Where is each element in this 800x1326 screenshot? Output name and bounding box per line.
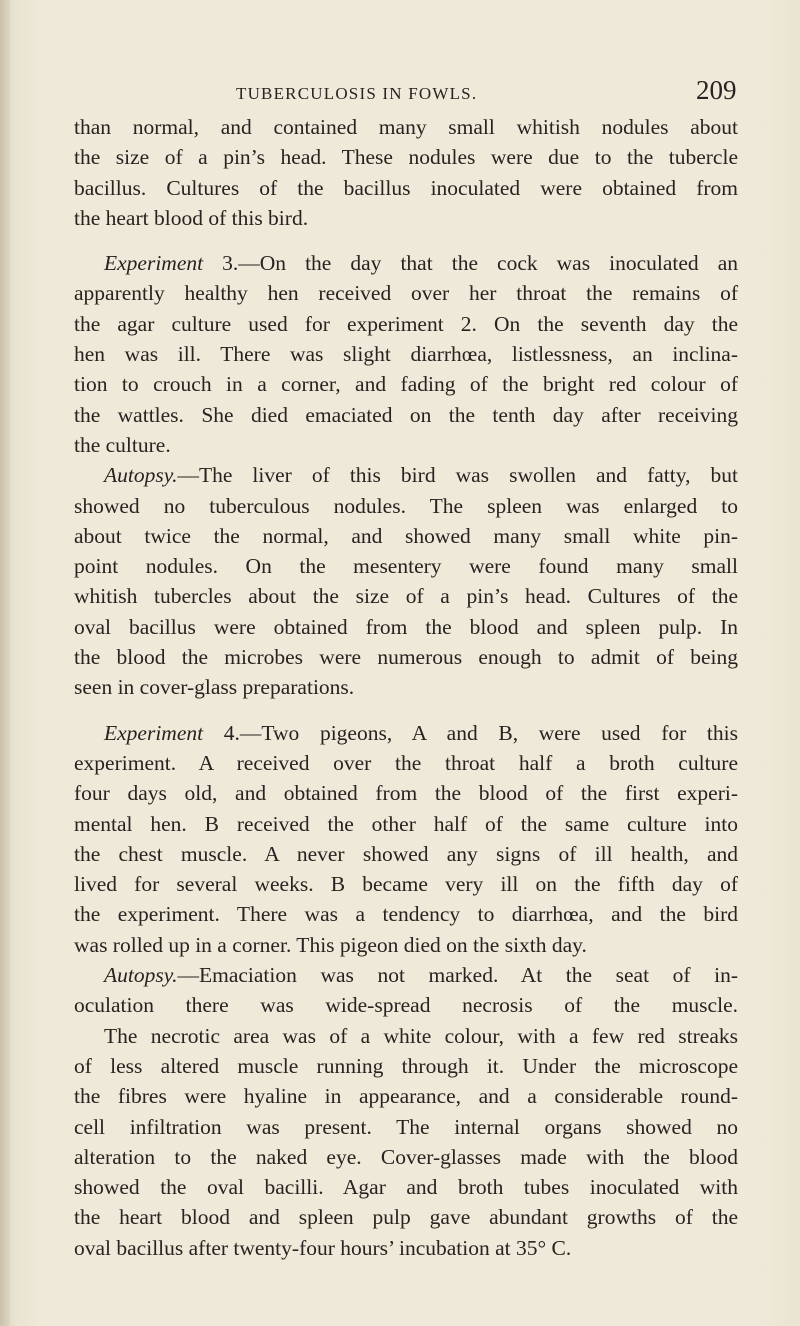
line-text: than normal, and contained many small whitish nodules about [74, 115, 738, 139]
line-text: experiment. A received over the throat half a broth culture [74, 750, 738, 775]
text-line [74, 248, 738, 278]
line-text: the size of a pin’s head. These nodules were due to the tubercle [74, 145, 738, 170]
text-line [74, 899, 738, 929]
text-line [74, 718, 738, 748]
text-line [74, 369, 738, 399]
text-line [74, 748, 738, 778]
line-text: 3.—On the day that the cock was inoculated an [203, 251, 738, 276]
text-line [74, 869, 738, 899]
line-text: the culture. [74, 432, 171, 457]
text-line [74, 1112, 738, 1142]
text-line [74, 173, 738, 203]
text-line [74, 339, 738, 369]
text-line [74, 612, 738, 642]
binding-gutter [0, 0, 10, 1326]
paragraph [74, 718, 738, 960]
page-number: 209 [696, 75, 737, 105]
text-line [74, 112, 738, 142]
line-text: cell infiltration was present. The internal organs showed no [74, 1114, 738, 1139]
line-text: showed no tuberculous nodules. The spleen was enlarged to [74, 493, 738, 518]
paragraph-gap [74, 703, 738, 718]
line-text: oculation there was wide-spread necrosis of the muscle. [74, 993, 738, 1018]
text-line [74, 990, 738, 1020]
text-line [74, 278, 738, 308]
text-line [74, 1051, 738, 1081]
text-line [74, 430, 738, 460]
text-line [74, 930, 738, 960]
text-line [74, 1202, 738, 1232]
text-line [74, 142, 738, 172]
text-line [74, 400, 738, 430]
line-text: of less altered muscle running through it. Under the microscope [74, 1053, 738, 1078]
section-heading: Autopsy. [104, 463, 178, 488]
line-text: mental hen. B received the other half of the same culture into [74, 811, 738, 836]
line-text: —Emaciation was not marked. At the seat of in- [177, 963, 738, 988]
text-line [74, 1172, 738, 1202]
paragraph [74, 248, 738, 460]
text-line [74, 642, 738, 672]
line-text: showed the oval bacilli. Agar and broth tubes inoculated with [74, 1175, 738, 1200]
line-text: oval bacillus were obtained from the blood and spleen pulp. In [74, 614, 738, 639]
text-line [74, 1081, 738, 1111]
text-line [74, 460, 738, 490]
line-text: 4.—Two pigeons, A and B, were used for this [203, 720, 738, 745]
section-heading: Experiment [104, 251, 204, 276]
line-text: about twice the normal, and showed many small white pin- [74, 523, 738, 548]
text-line [74, 1021, 738, 1051]
paragraph [74, 960, 738, 1263]
line-text: point nodules. On the mesentery were found many small [74, 554, 738, 579]
section-heading: Experiment [104, 720, 204, 745]
line-text: bacillus. Cultures of the bacillus inoculated were obtained from [74, 175, 738, 200]
text-line [74, 551, 738, 581]
line-text: tion to crouch in a corner, and fading of the bright red colour of [74, 372, 738, 397]
text-line [74, 960, 738, 990]
text-line [74, 1233, 738, 1263]
paragraph-gap [74, 233, 738, 248]
paragraph [74, 112, 738, 233]
line-text: The necrotic area was of a white colour, with a few red streaks [104, 1023, 738, 1048]
line-text: the wattles. She died emaciated on the tenth day after receiving [74, 402, 738, 427]
line-text: whitish tubercles about the size of a pin’s head. Cultures of the [74, 584, 738, 609]
line-text: the blood the microbes were numerous enough to admit of being [74, 645, 738, 670]
text-line [74, 491, 738, 521]
text-line [74, 309, 738, 339]
line-text: lived for several weeks. B became very ill on the fifth day of [74, 872, 738, 897]
line-text: the experiment. There was a tendency to diarrhœa, and the bird [74, 902, 738, 927]
line-text: the chest muscle. A never showed any signs of ill health, and [74, 841, 738, 866]
text-line [74, 581, 738, 611]
text-line [74, 809, 738, 839]
line-text: —The liver of this bird was swollen and fatty, but [177, 463, 738, 488]
line-text: the heart blood of this bird. [74, 205, 309, 230]
text-line [74, 778, 738, 808]
line-text: oval bacillus after twenty-four hours’ incubation at 35° C. [74, 1235, 572, 1260]
text-line [74, 672, 738, 702]
line-text: apparently healthy hen received over her throat the remains of [74, 281, 738, 306]
line-text: hen was ill. There was slight diarrhœa, listlessness, an inclina- [74, 342, 738, 367]
line-text: the fibres were hyaline in appearance, and a considerable round- [74, 1084, 738, 1109]
line-text: four days old, and obtained from the blood of the first experi- [74, 781, 738, 806]
line-text: was rolled up in a corner. This pigeon died on the sixth day. [74, 932, 587, 957]
text-line [74, 521, 738, 551]
text-line [74, 839, 738, 869]
line-text: the heart blood and spleen pulp gave abundant growths of the [74, 1205, 738, 1230]
paragraph [74, 460, 738, 702]
running-head: TUBERCULOSIS IN FOWLS. [236, 84, 478, 103]
section-heading: Autopsy. [104, 963, 178, 988]
text-line [74, 1142, 738, 1172]
line-text: seen in cover-glass preparations. [74, 675, 355, 700]
text-line [74, 203, 738, 233]
line-text: alteration to the naked eye. Cover-glasses made with the blood [74, 1144, 738, 1169]
line-text: the agar culture used for experiment 2. On the seventh day the [74, 311, 738, 336]
body-text [74, 112, 738, 1263]
